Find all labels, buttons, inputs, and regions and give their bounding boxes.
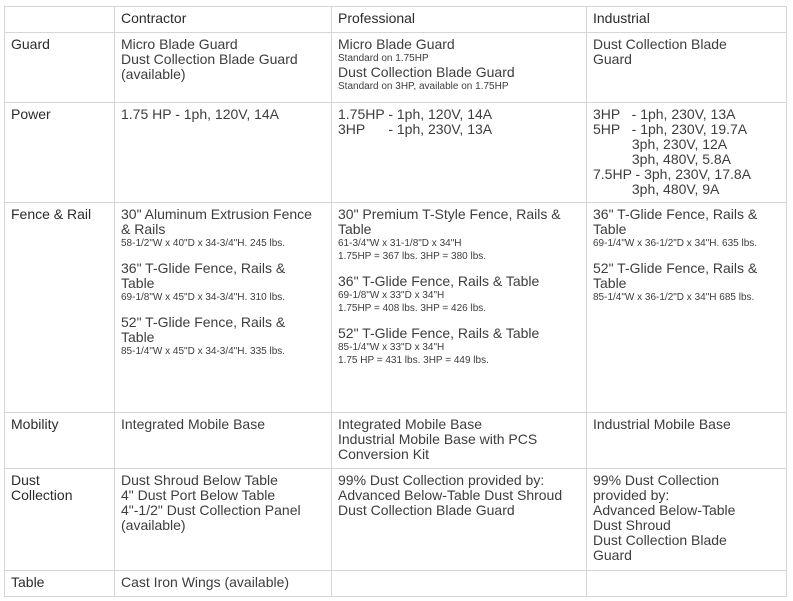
cell-industrial [587, 413, 787, 469]
cell-text: Cast Iron Wings (available) [121, 574, 290, 590]
cell-text: 52" T-Glide Fence, Rails & Table [338, 325, 540, 341]
table-row [5, 33, 787, 103]
cell-contractor [115, 103, 332, 203]
cell-text: 3ph, 480V, 5.8A [593, 151, 732, 167]
cell-text: 36" T-Glide Fence, Rails & [593, 206, 758, 222]
cell-text: Advanced Below-Table [593, 502, 736, 518]
cell-text: Dust Collection Blade Guard [338, 64, 515, 80]
cell-text: Table [593, 275, 627, 291]
cell-industrial [587, 33, 787, 103]
cell-text: 36" T-Glide Fence, Rails & Table [338, 273, 540, 289]
spec-note: 1.75HP = 408 lbs. 3HP = 426 lbs. [338, 303, 487, 314]
cell-text: Table [593, 221, 627, 237]
cell-text: 5HP - 1ph, 230V, 19.7A [593, 121, 748, 137]
cell-text: Table [121, 329, 155, 345]
spec-note: Standard on 3HP, available on 1.75HP [338, 81, 509, 92]
cell-text: Guard [593, 547, 632, 563]
cell-text: 4" Dust Port Below Table [121, 487, 276, 503]
cell-text: Dust Collection Blade [593, 532, 727, 548]
cell-industrial [587, 469, 787, 571]
header-row [5, 7, 787, 33]
cell-text: 3HP - 1ph, 230V, 13A [338, 121, 493, 137]
row-label-fence-rail: Fence & Rail [5, 203, 115, 413]
cell-text: (available) [121, 66, 186, 82]
cell-text: Dust Collection Blade Guard [121, 51, 298, 67]
header-professional: Professional [332, 7, 587, 33]
row-label-line: Dust [11, 472, 40, 488]
row-label-table: Table [5, 571, 115, 597]
cell-text: 36" T-Glide Fence, Rails & [121, 260, 286, 276]
cell-text: (available) [121, 517, 186, 533]
cell-text: Dust Shroud Below Table [121, 472, 278, 488]
cell-professional [332, 103, 587, 203]
row-label-guard: Guard [5, 33, 115, 103]
spec-note: 58-1/2"W x 40"D x 34-3/4"H. 245 lbs. [121, 238, 286, 249]
saw-comparison-table [4, 6, 787, 597]
cell-text: Advanced Below-Table Dust Shroud [338, 487, 563, 503]
cell-text: Integrated Mobile Base [121, 416, 265, 432]
row-label-line: Collection [11, 487, 73, 503]
table-row [5, 571, 787, 597]
spec-note: 85-1/4"W x 36-1/2"D x 34"H 685 lbs. [593, 292, 755, 303]
cell-professional [332, 33, 587, 103]
table-row [5, 203, 787, 413]
header-contractor: Contractor [115, 7, 332, 33]
cell-text: Dust Collection Blade [593, 36, 727, 52]
table-row [5, 469, 787, 571]
spec-note: Standard on 1.75HP [338, 53, 429, 64]
spec-note: 61-3/4"W x 31-1/8"D x 34"H [338, 238, 462, 249]
cell-text: 30" Premium T-Style Fence, Rails & [338, 206, 561, 222]
cell-industrial [587, 203, 787, 413]
cell-text: 30" Aluminum Extrusion Fence [121, 206, 312, 222]
cell-text: Micro Blade Guard [121, 36, 238, 52]
cell-text: Industrial Mobile Base with PCS [338, 431, 538, 447]
cell-text: Dust Collection Blade Guard [338, 502, 515, 518]
spec-note: 69-1/4"W x 36-1/2"D x 34"H. 635 lbs. [593, 238, 758, 249]
row-label-mobility: Mobility [5, 413, 115, 469]
cell-industrial [587, 103, 787, 203]
cell-text: & Rails [121, 221, 166, 237]
spec-note: 69-1/8"W x 45"D x 34-3/4"H. 310 lbs. [121, 292, 286, 303]
cell-text: 4"-1/2" Dust Collection Panel [121, 502, 301, 518]
row-label-power: Power [5, 103, 115, 203]
cell-professional [332, 413, 587, 469]
cell-text: Table [121, 275, 155, 291]
cell-contractor [115, 203, 332, 413]
cell-industrial [587, 571, 787, 597]
cell-text: 3HP - 1ph, 230V, 13A [593, 106, 736, 122]
cell-text: 52" T-Glide Fence, Rails & [121, 314, 286, 330]
table-row [5, 103, 787, 203]
table-row [5, 413, 787, 469]
cell-professional [332, 203, 587, 413]
header-blank [5, 7, 115, 33]
cell-text: Micro Blade Guard [338, 36, 455, 52]
cell-professional [332, 469, 587, 571]
table-body [5, 33, 787, 597]
spec-note: 85-1/4"W x 45"D x 34-3/4"H. 335 lbs. [121, 346, 286, 357]
cell-professional [332, 571, 587, 597]
cell-text: 7.5HP - 3ph, 230V, 17.8A [593, 166, 752, 182]
spec-note: 85-1/4"W x 33"D x 34"H [338, 342, 445, 353]
cell-text: Table [338, 221, 372, 237]
cell-text: Dust Shroud [593, 517, 671, 533]
spec-note: 69-1/8"W x 33"D x 34"H [338, 290, 445, 301]
row-label-dust-collection [5, 469, 115, 571]
cell-contractor [115, 469, 332, 571]
cell-text: Integrated Mobile Base [338, 416, 482, 432]
cell-text: 1.75HP - 1ph, 120V, 14A [338, 106, 493, 122]
cell-text: 1.75 HP - 1ph, 120V, 14A [121, 106, 280, 122]
cell-text: 3ph, 480V, 9A [593, 181, 720, 197]
cell-contractor [115, 33, 332, 103]
cell-contractor [115, 571, 332, 597]
cell-text: 99% Dust Collection [593, 472, 720, 488]
spec-note: 1.75HP = 367 lbs. 3HP = 380 lbs. [338, 251, 487, 262]
cell-contractor [115, 413, 332, 469]
cell-text: Conversion Kit [338, 446, 430, 462]
header-industrial: Industrial [587, 7, 787, 33]
cell-text: Industrial Mobile Base [593, 416, 731, 432]
spec-note: 1.75 HP = 431 lbs. 3HP = 449 lbs. [338, 355, 489, 366]
cell-text: provided by: [593, 487, 670, 503]
cell-text: Guard [593, 51, 632, 67]
cell-text: 3ph, 230V, 12A [593, 136, 728, 152]
cell-text: 99% Dust Collection provided by: [338, 472, 545, 488]
cell-text: 52" T-Glide Fence, Rails & [593, 260, 758, 276]
